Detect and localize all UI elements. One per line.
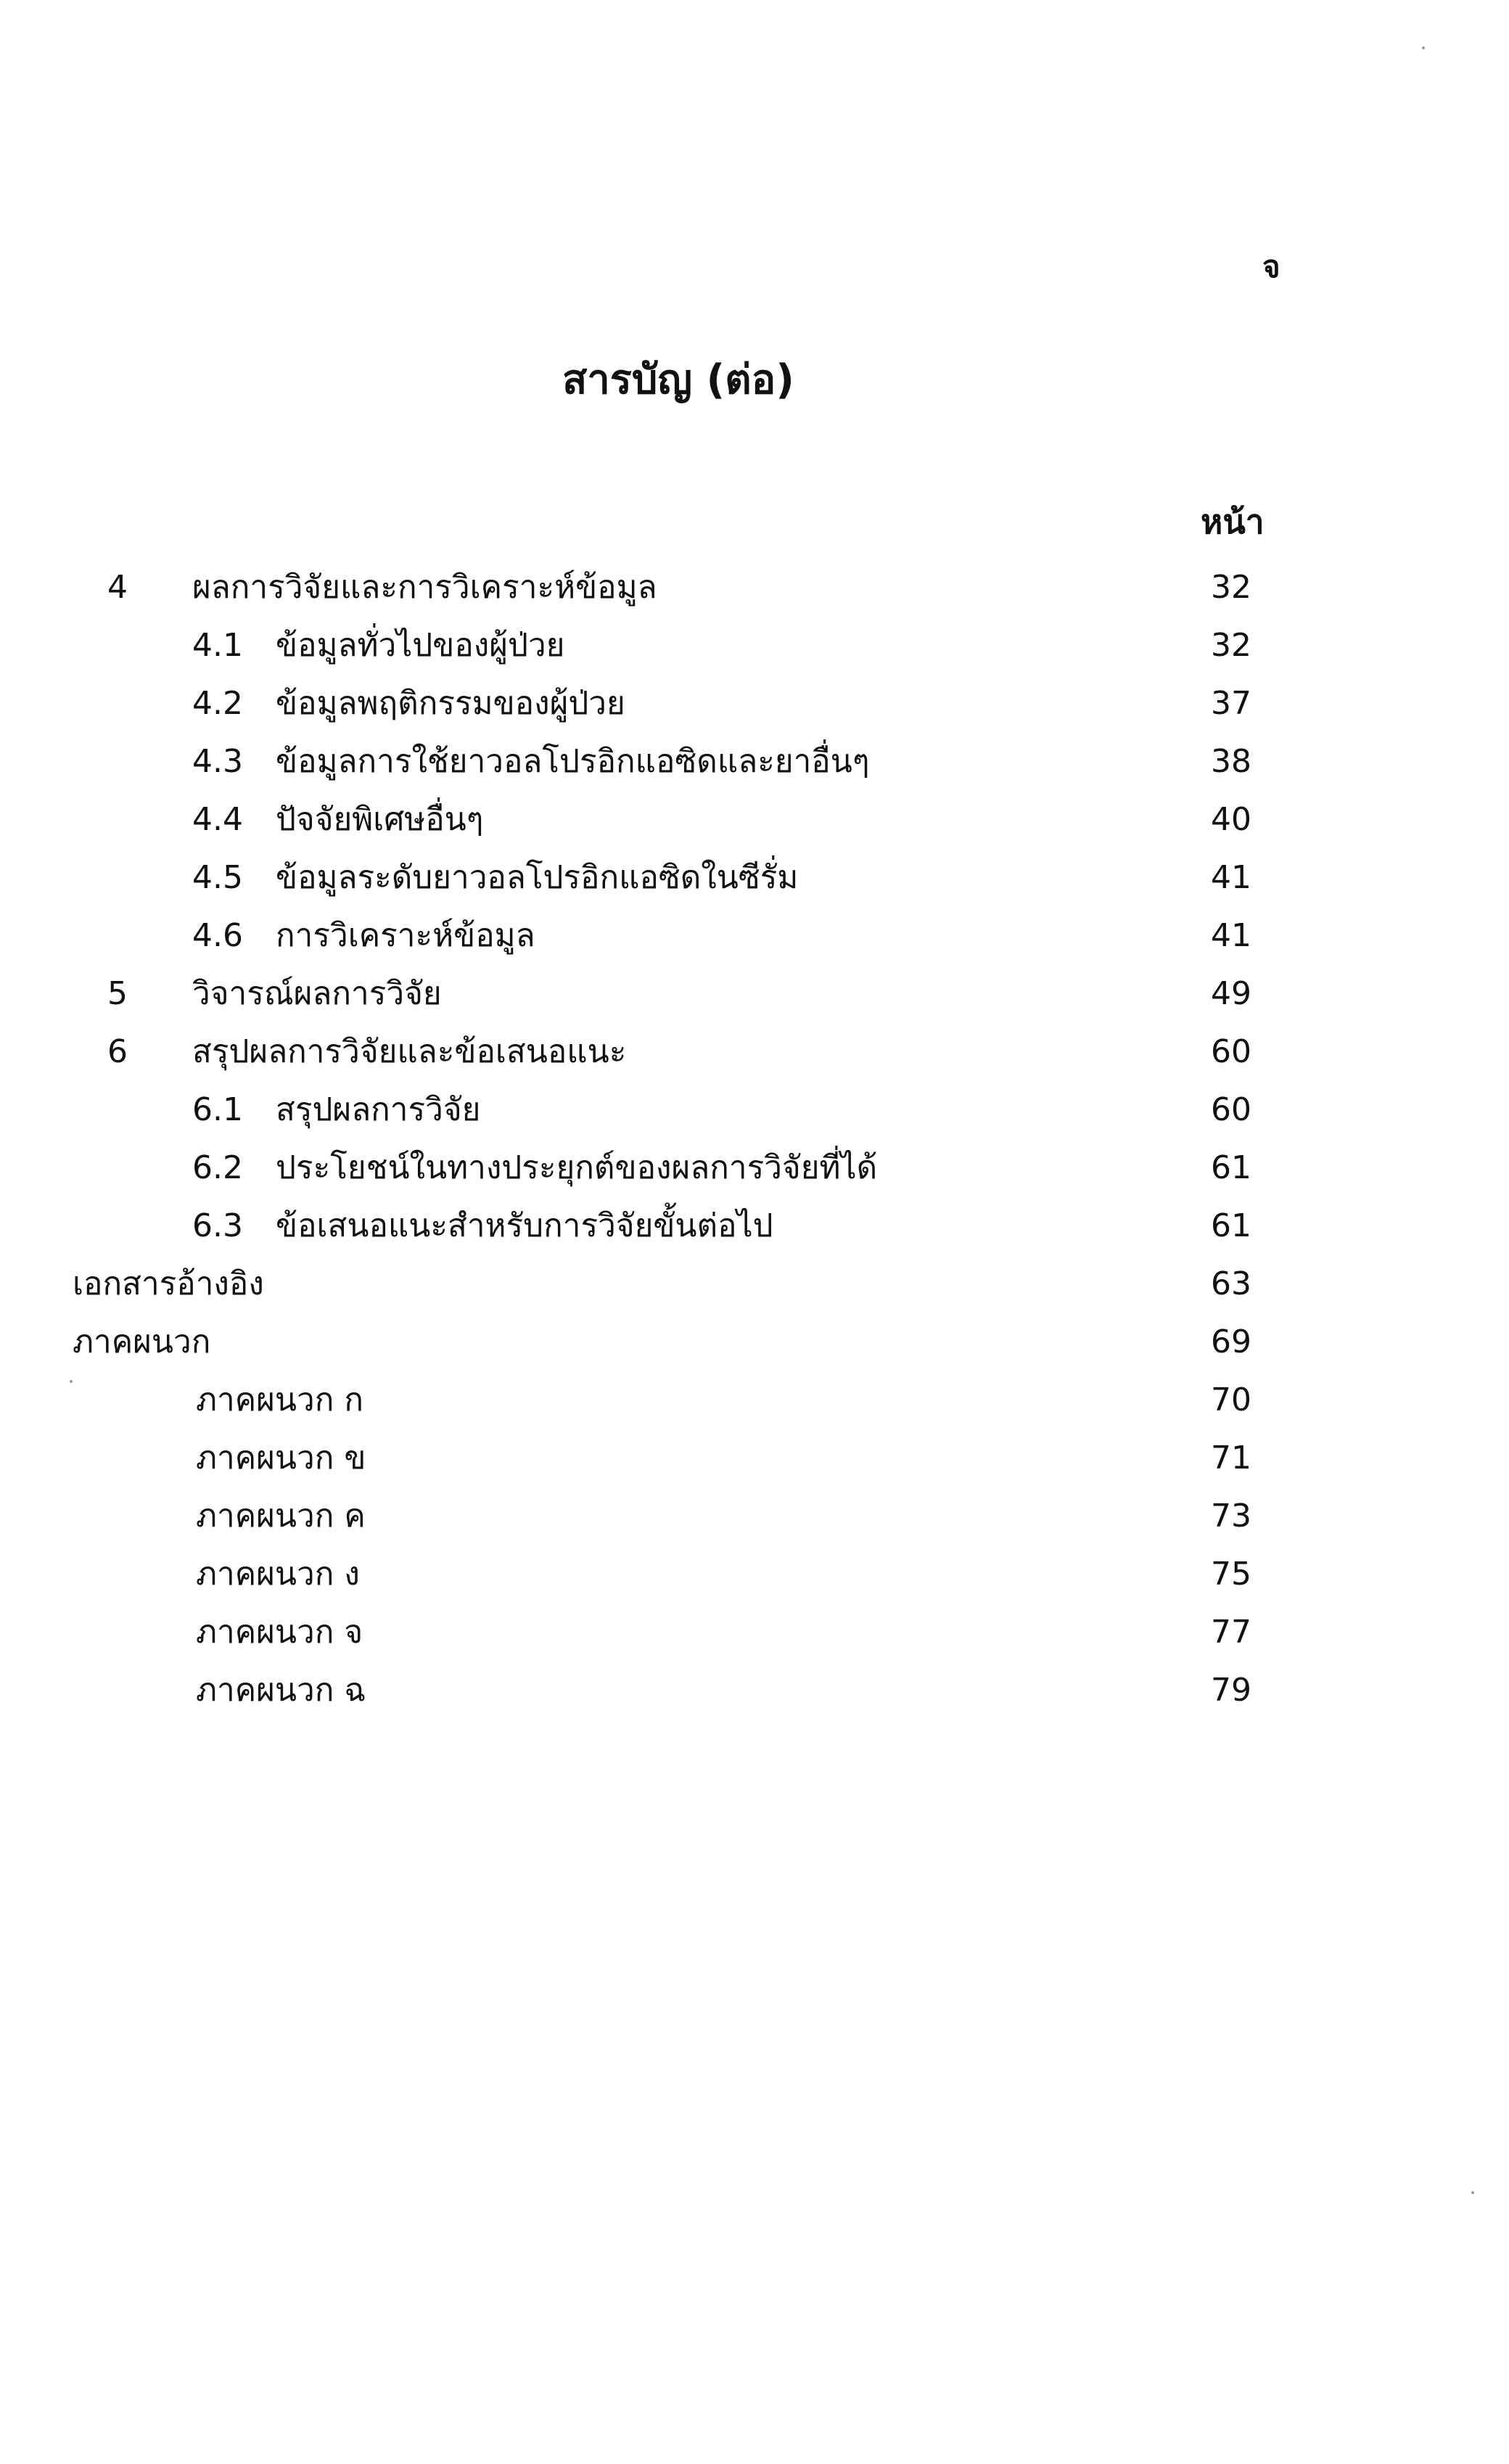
toc-entry-page: 61 bbox=[1211, 1149, 1251, 1186]
toc-entry-page: 61 bbox=[1211, 1207, 1251, 1244]
toc-entry bbox=[0, 1081, 1509, 1139]
toc-entry bbox=[0, 1313, 1509, 1371]
toc-entry-page: 49 bbox=[1211, 975, 1251, 1012]
toc-entry bbox=[0, 907, 1509, 965]
toc-entry-number: 4.2 bbox=[192, 685, 243, 722]
toc-entry-number: 4.3 bbox=[192, 743, 243, 780]
toc-entry-title: สรุปผลการวิจัย bbox=[276, 1091, 481, 1128]
toc-entry-page: 71 bbox=[1211, 1440, 1251, 1477]
toc-entry-title: ภาคผนวก bbox=[73, 1323, 211, 1360]
toc-entry-title: ภาคผนวก ค bbox=[196, 1498, 366, 1535]
toc-entry-title: ภาคผนวก ข bbox=[196, 1440, 366, 1477]
toc-entry bbox=[0, 1197, 1509, 1255]
toc-entry-page: 40 bbox=[1211, 801, 1251, 838]
toc-entry bbox=[0, 1603, 1509, 1662]
toc-entry-title: เอกสารอ้างอิง bbox=[73, 1265, 264, 1302]
scan-speck bbox=[1471, 2191, 1474, 2194]
toc-entry bbox=[0, 1429, 1509, 1487]
page-number: จ bbox=[1262, 249, 1280, 284]
toc-entry bbox=[0, 1662, 1509, 1720]
toc-entry-title: ภาคผนวก ง bbox=[196, 1556, 360, 1593]
toc-entry bbox=[0, 849, 1509, 907]
toc-entry-page: 38 bbox=[1211, 743, 1251, 780]
toc-entry-title: ปัจจัยพิเศษอื่นๆ bbox=[276, 801, 484, 838]
toc-entry bbox=[0, 559, 1509, 617]
toc-entry-number: 4.1 bbox=[192, 627, 243, 664]
toc-entry-number: 4.5 bbox=[192, 859, 243, 896]
toc-entry-title: การวิเคราะห์ข้อมูล bbox=[276, 917, 535, 954]
toc-entry-page: 60 bbox=[1211, 1091, 1251, 1128]
toc-entry-page: 41 bbox=[1211, 859, 1251, 896]
toc-entry bbox=[0, 1023, 1509, 1081]
toc-entry-number: 5 bbox=[107, 975, 128, 1012]
scan-speck bbox=[1422, 46, 1425, 49]
toc-entry-number: 6.3 bbox=[192, 1207, 243, 1244]
toc-entry-page: 63 bbox=[1211, 1265, 1251, 1302]
toc-entry bbox=[0, 1255, 1509, 1313]
toc-entry bbox=[0, 1139, 1509, 1197]
toc-entry-page: 70 bbox=[1211, 1381, 1251, 1418]
toc-entry-title: ผลการวิจัยและการวิเคราะห์ข้อมูล bbox=[192, 569, 657, 606]
toc-entry-number: 6 bbox=[107, 1033, 128, 1070]
toc-entry bbox=[0, 965, 1509, 1023]
toc-entry-page: 37 bbox=[1211, 685, 1251, 722]
toc-entry-number: 6.1 bbox=[192, 1091, 243, 1128]
toc-entry bbox=[0, 1487, 1509, 1545]
toc-entry-number: 4.6 bbox=[192, 917, 243, 954]
scan-speck bbox=[70, 1380, 73, 1383]
toc-entry-number: 6.2 bbox=[192, 1149, 243, 1186]
toc-entry bbox=[0, 1545, 1509, 1603]
toc-entry bbox=[0, 675, 1509, 733]
page-title: สารบัญ (ต่อ) bbox=[562, 356, 794, 403]
toc-entry bbox=[0, 791, 1509, 849]
toc-entry-title: ข้อมูลทั่วไปของผู้ป่วย bbox=[276, 627, 565, 664]
toc-entry-page: 75 bbox=[1211, 1556, 1251, 1593]
toc-entry-page: 41 bbox=[1211, 917, 1251, 954]
toc-entry-page: 32 bbox=[1211, 627, 1251, 664]
toc-entry-page: 77 bbox=[1211, 1614, 1251, 1651]
toc-entry-title: ข้อมูลระดับยาวอลโปรอิกแอซิดในซีรั่ม bbox=[276, 859, 799, 896]
toc-entry bbox=[0, 617, 1509, 675]
toc-entry-page: 60 bbox=[1211, 1033, 1251, 1070]
toc-entry bbox=[0, 733, 1509, 791]
toc-entry-title: ข้อมูลการใช้ยาวอลโปรอิกแอซิดและยาอื่นๆ bbox=[276, 743, 870, 780]
toc-entry-title: ภาคผนวก ก bbox=[196, 1381, 363, 1418]
toc-entry-title: ภาคผนวก ฉ bbox=[196, 1672, 366, 1709]
toc-entry-title: ข้อมูลพฤติกรรมของผู้ป่วย bbox=[276, 685, 625, 722]
toc-entry-page: 73 bbox=[1211, 1498, 1251, 1535]
toc-entry-title: สรุปผลการวิจัยและข้อเสนอแนะ bbox=[192, 1033, 627, 1070]
toc-entry-title: ภาคผนวก จ bbox=[196, 1614, 363, 1651]
toc-entry-number: 4 bbox=[107, 569, 128, 606]
toc-entry-title: ข้อเสนอแนะสำหรับการวิจัยขั้นต่อไป bbox=[276, 1207, 773, 1244]
toc-entry-title: ประโยชน์ในทางประยุกต์ของผลการวิจัยที่ได้ bbox=[276, 1149, 878, 1186]
toc-entry-page: 79 bbox=[1211, 1672, 1251, 1709]
toc-entry-number: 4.4 bbox=[192, 801, 243, 838]
toc-entry-title: วิจารณ์ผลการวิจัย bbox=[192, 975, 442, 1012]
page-column-header: หน้า bbox=[1201, 502, 1265, 541]
toc-entry-page: 32 bbox=[1211, 569, 1251, 606]
table-of-contents bbox=[0, 559, 1509, 1720]
toc-entry-page: 69 bbox=[1211, 1323, 1251, 1360]
toc-entry bbox=[0, 1371, 1509, 1429]
